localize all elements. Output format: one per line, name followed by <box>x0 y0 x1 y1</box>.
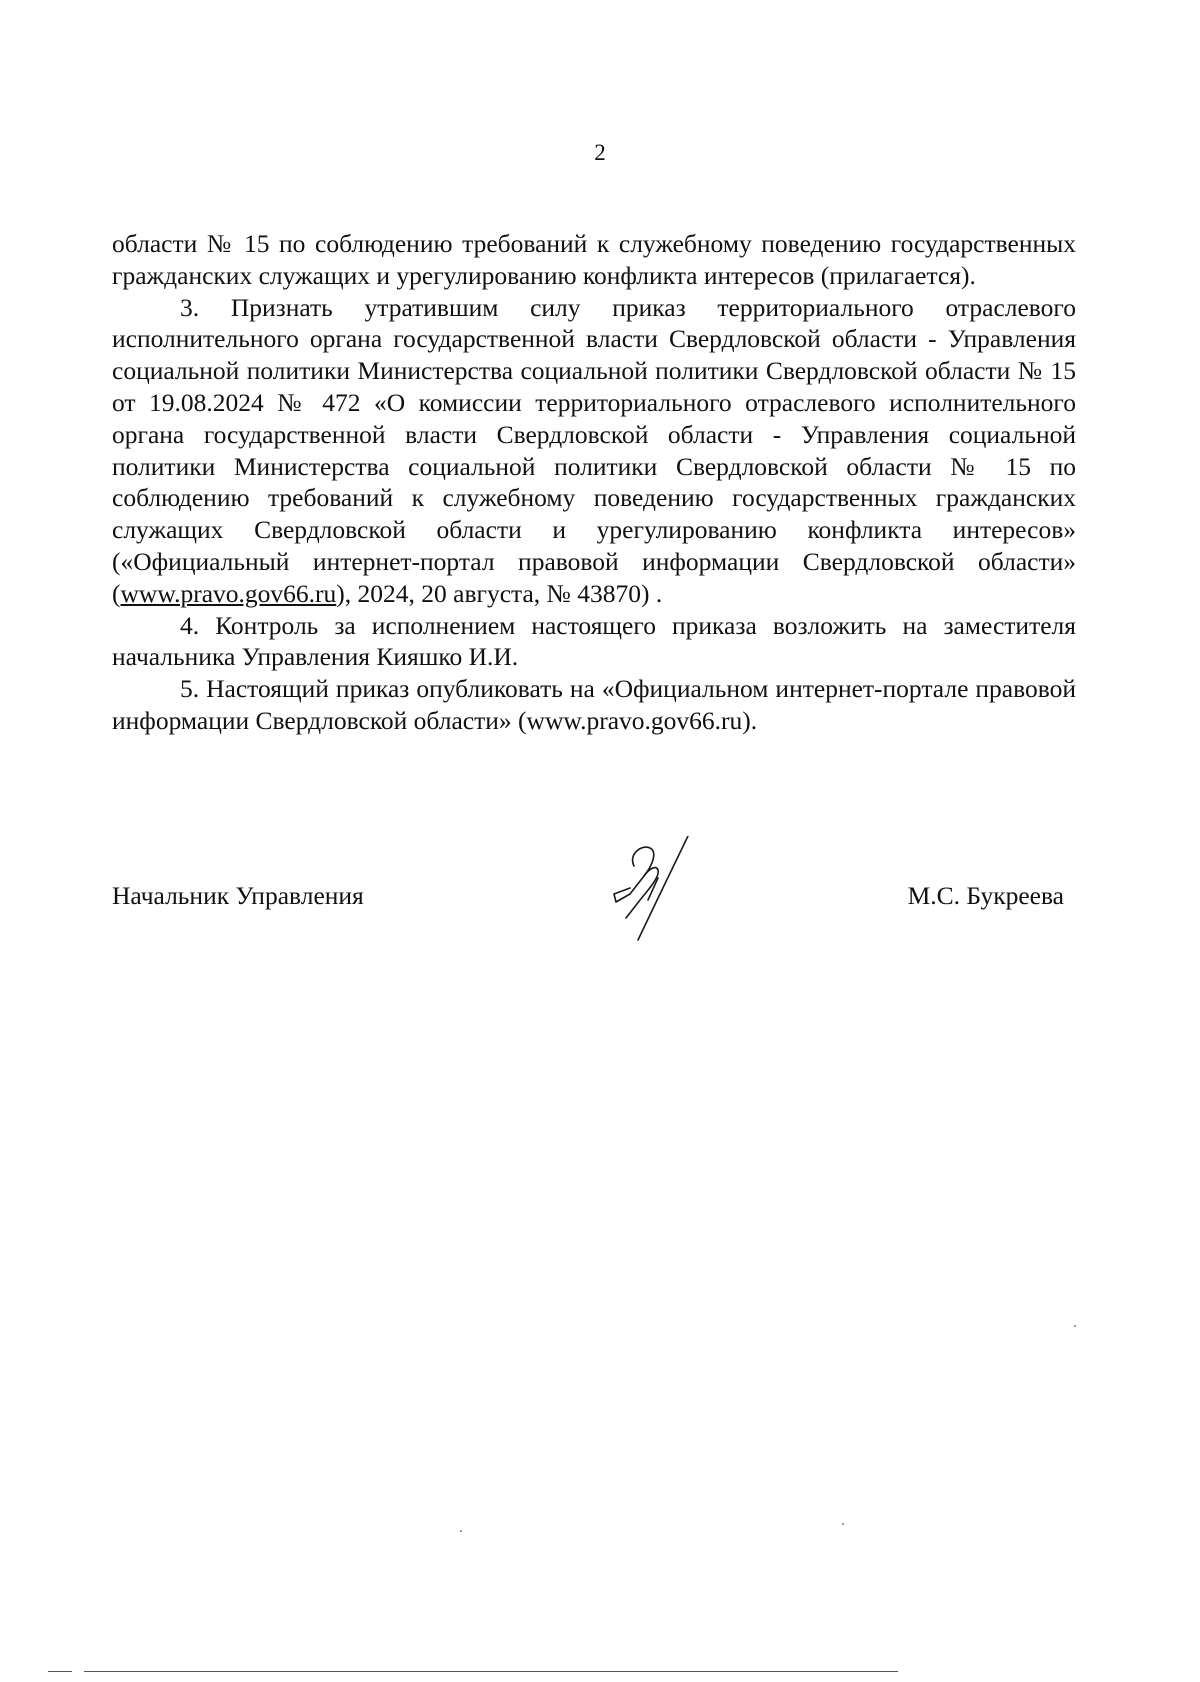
scan-speck <box>1074 1325 1076 1327</box>
scan-speck <box>460 1530 462 1532</box>
footer-divider-gap <box>72 1669 84 1674</box>
handwritten-signature <box>600 836 720 956</box>
footer-divider <box>48 1671 898 1672</box>
paragraph-3 <box>112 292 1076 610</box>
document-body <box>112 228 1076 737</box>
pravo-portal-link[interactable]: www.pravo.gov66.ru <box>120 578 337 608</box>
signature-block <box>112 880 1064 920</box>
paragraph-3-text: 3. Признать утратившим силу приказ территориального отраслевого исполнительного органа государственной власти Свердловской области - Управления социальной политики Министерства социальной политики Свердловской области № 15 от 19.08.2024 № 472 «О комиссии территориального отраслевого исполнительного органа государственной власти Свердловской области - Управления социальной политики Министерства социальной политики Свердловской области № 15 по соблюдению требований к служебному поведению государственных гражданских служащих Свердловской области и урегулированию конфликта интересов» («Официальный интернет-портал правовой информации Свердловской области» ( <box>112 292 1076 608</box>
page-number: 2 <box>594 140 606 165</box>
signatory-name: М.С. Букреева <box>907 881 1064 910</box>
paragraph-4: 4. Контроль за исполнением настоящего приказа возложить на заместителя начальника Управления Кияшко И.И. <box>112 610 1076 672</box>
paragraph-3-tail: ), 2024, 20 августа, № 43870) . <box>336 578 663 608</box>
scan-speck <box>842 1523 844 1525</box>
paragraph-continuation: области № 15 по соблюдению требований к служебному поведению государственных гражданских служащих и урегулированию конфликта интересов (прилагается). <box>112 229 1076 290</box>
paragraph-5: 5. Настоящий приказ опубликовать на «Официальном интернет-портале правовой информации Свердловской области» (www.pravo.gov66.ru). <box>112 674 1076 735</box>
signatory-position: Начальник Управления <box>112 881 364 910</box>
